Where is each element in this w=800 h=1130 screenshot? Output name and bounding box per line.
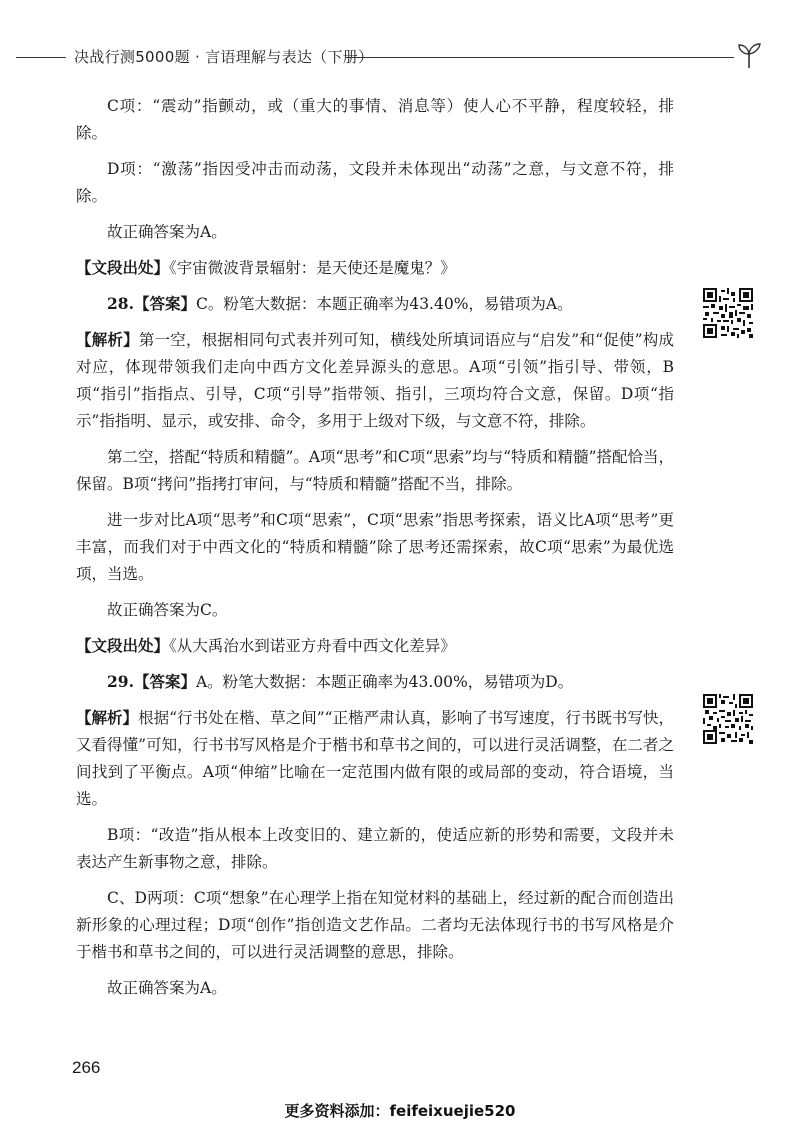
header-rule-left	[16, 57, 66, 58]
source-citation	[76, 632, 674, 660]
running-header	[0, 40, 800, 76]
paragraph-text: C、D两项：C项“想象”在心理学上指在知觉材料的基础上，经过新的配合而创造出新形象的心理过程；D项“创作”指创造文艺作品。二者均无法体现行书的书写风格是介于楷书和草书之间的，可以进行灵活调整的意思，排除。	[76, 889, 674, 961]
paragraph-text: 第二空，搭配“特质和精髓”。A项“思考”和C项“思索”均与“特质和精髓”搭配恰当，保留。B项“拷问”指拷打审问，与“特质和精髓”搭配不当，排除。	[76, 448, 674, 493]
paragraph-text: 《从大禹治水到诺亚方舟看中西文化差异》	[169, 637, 456, 655]
paragraph-text: 故正确答案为A。	[107, 223, 227, 241]
answer-line	[76, 290, 674, 318]
page-number: 266	[72, 1058, 101, 1077]
paragraph-text: C项：“震动”指颤动，或（重大的事情、消息等）使人心不平静，程度较轻，排除。	[76, 97, 674, 142]
paragraph	[76, 506, 674, 588]
paragraph-text: 故正确答案为A。	[107, 979, 227, 997]
analysis-paragraph	[76, 704, 674, 813]
qr-code-icon[interactable]	[703, 694, 753, 744]
paragraph-label: 【解析】	[76, 330, 139, 349]
paragraph	[76, 884, 674, 966]
paragraph-text: 故正确答案为C。	[107, 601, 228, 619]
analysis-paragraph	[76, 326, 674, 435]
paragraph-text: 根据“行书处在楷、草之间”“正楷严肃认真，影响了书写速度，行书既书写快，又看得懂”可知，行书书写风格是介于楷书和草书之间的，可以进行灵活调整，在二者之间找到了平衡点。A项“伸缩”比喻在一定范围内做有限的或局部的变动，符合语境，当选。	[76, 709, 674, 808]
footer-note: 更多资料添加：feifeixuejie520	[284, 1102, 516, 1120]
paragraph-text: A。粉笔大数据：本题正确率为43.00%，易错项为D。	[195, 673, 574, 691]
paragraph-label: 28.【答案】	[107, 294, 196, 313]
paragraph-text: C。粉笔大数据：本题正确率为43.40%，易错项为A。	[195, 295, 573, 313]
paragraph	[76, 596, 674, 624]
paragraph	[76, 218, 674, 246]
paragraph	[76, 974, 674, 1002]
paragraph-text: D项：“激荡”指因受冲击而动荡，文段并未体现出“动荡”之意，与文意不符，排除。	[76, 160, 674, 205]
qr-code-icon[interactable]	[703, 288, 753, 338]
paragraph	[76, 92, 674, 147]
paragraph	[76, 155, 674, 210]
paragraph	[76, 821, 674, 876]
page-body	[76, 92, 674, 1010]
paragraph-text: 第一空，根据相同句式表并列可知，横线处所填词语应与“启发”和“促使”构成对应，体现带领我们走向中西方文化差异源头的意思。A项“引领”指引导、带领，B项“指引”指指点、引导，C项“引导”指带领、指引，三项均符合文意，保留。D项“指示”指指明、显示，或安排、命令，多用于上级对下级，与文意不符，排除。	[76, 331, 674, 430]
sprout-icon	[734, 40, 764, 70]
book-title: 决战行测5000题 · 言语理解与表达（下册）	[74, 48, 374, 66]
paragraph-text: 《宇宙微波背景辐射：是天使还是魔鬼？》	[169, 259, 456, 277]
paragraph-text: 进一步对比A项“思考”和C项“思索”，C项“思索”指思考探索，语义比A项“思考”更丰富，而我们对于中西文化的“特质和精髓”除了思考还需探索，故C项“思索”为最优选项，当选。	[76, 511, 674, 583]
source-citation	[76, 254, 674, 282]
paragraph-label: 【文段出处】	[76, 636, 170, 655]
header-rule-right	[346, 57, 734, 58]
paragraph-label: 【解析】	[76, 708, 139, 727]
paragraph-label: 【文段出处】	[76, 258, 170, 277]
paragraph-text: B项：“改造”指从根本上改变旧的、建立新的，使适应新的形势和需要，文段并未表达产生新事物之意，排除。	[76, 826, 674, 871]
paragraph-label: 29.【答案】	[107, 672, 196, 691]
answer-line	[76, 668, 674, 696]
paragraph	[76, 443, 674, 498]
